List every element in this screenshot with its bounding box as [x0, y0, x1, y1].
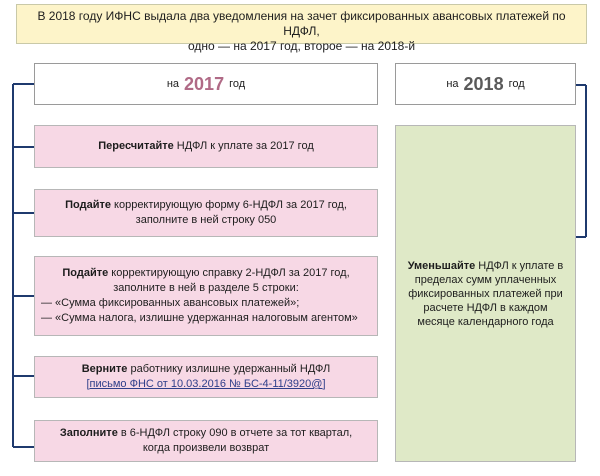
right-step-text	[404, 259, 567, 329]
step-2-text	[41, 198, 371, 213]
step-1-rest: НДФЛ к уплате за 2017 год	[173, 140, 314, 152]
step-fill-6ndfl	[34, 420, 378, 462]
step-submit-2ndfl	[34, 256, 378, 336]
step-4-rest: работнику излишне удержанный НДФЛ	[127, 363, 331, 375]
step-recalculate	[34, 125, 378, 168]
column-head-2018-year: 2018	[463, 73, 504, 94]
step-2-rest: корректирующую форму 6-НДФЛ за 2017 год,	[110, 199, 347, 211]
step-3-bold: Подайте	[62, 267, 109, 279]
fns-letter-link[interactable]: письмо ФНС от 10.03.2016 № БС-4-11/3920@	[89, 378, 323, 390]
step-4-text	[41, 362, 371, 377]
step-5-text	[41, 426, 371, 441]
column-head-2017	[34, 63, 378, 105]
step-4-link-wrap: [письмо ФНС от 10.03.2016 № БС-4-11/3920@]	[86, 378, 326, 390]
step-2-bold: Подайте	[65, 199, 111, 211]
column-head-2018-suffix: год	[508, 78, 525, 90]
header-line-1: В 2018 году ИФНС выдала два уведомления на зачет фиксированных авансовых платежей по НДФЛ,	[37, 9, 566, 38]
step-5-bold: Заполните	[59, 427, 118, 439]
right-step-rest: НДФЛ к уплате в пределах сумм уплаченных фиксированных платежей при расчете НДФЛ в каждом месяце календарного года	[408, 259, 564, 328]
step-reduce-tax	[395, 125, 576, 462]
column-head-2017-suffix: год	[229, 78, 246, 90]
step-return-tax	[34, 356, 378, 398]
column-head-2017-prefix: на	[166, 78, 180, 90]
step-3-line2: заполните в ней в разделе 5 строки:	[113, 282, 299, 294]
step-submit-6ndfl	[34, 189, 378, 237]
step-3-text	[41, 266, 371, 281]
step-5-rest: в 6-НДФЛ строку 090 в отчете за тот квартал,	[117, 427, 353, 439]
step-1-bold: Пересчитайте	[98, 140, 174, 152]
step-3-bullet-1: — «Сумма фиксированных авансовых платежей»;	[41, 297, 300, 309]
header-line-2: одно — на 2017 год, второе — на 2018-й	[187, 39, 416, 53]
column-head-2018-prefix: на	[446, 78, 459, 90]
step-4-bold: Верните	[81, 363, 128, 375]
header-banner	[16, 4, 587, 53]
column-head-2017-year: 2017	[184, 73, 225, 94]
step-5-line2: когда произвели возврат	[142, 442, 270, 454]
step-1-text	[41, 139, 371, 154]
step-3-bullet-2: — «Сумма налога, излишне удержанная налоговым агентом»	[41, 312, 358, 324]
step-2-line2: заполните в ней строку 050	[135, 214, 277, 226]
column-head-2018	[395, 63, 576, 105]
step-3-rest: корректирующую справку 2-НДФЛ за 2017 год,	[108, 267, 350, 279]
right-step-bold: Уменьшайте	[407, 259, 476, 272]
